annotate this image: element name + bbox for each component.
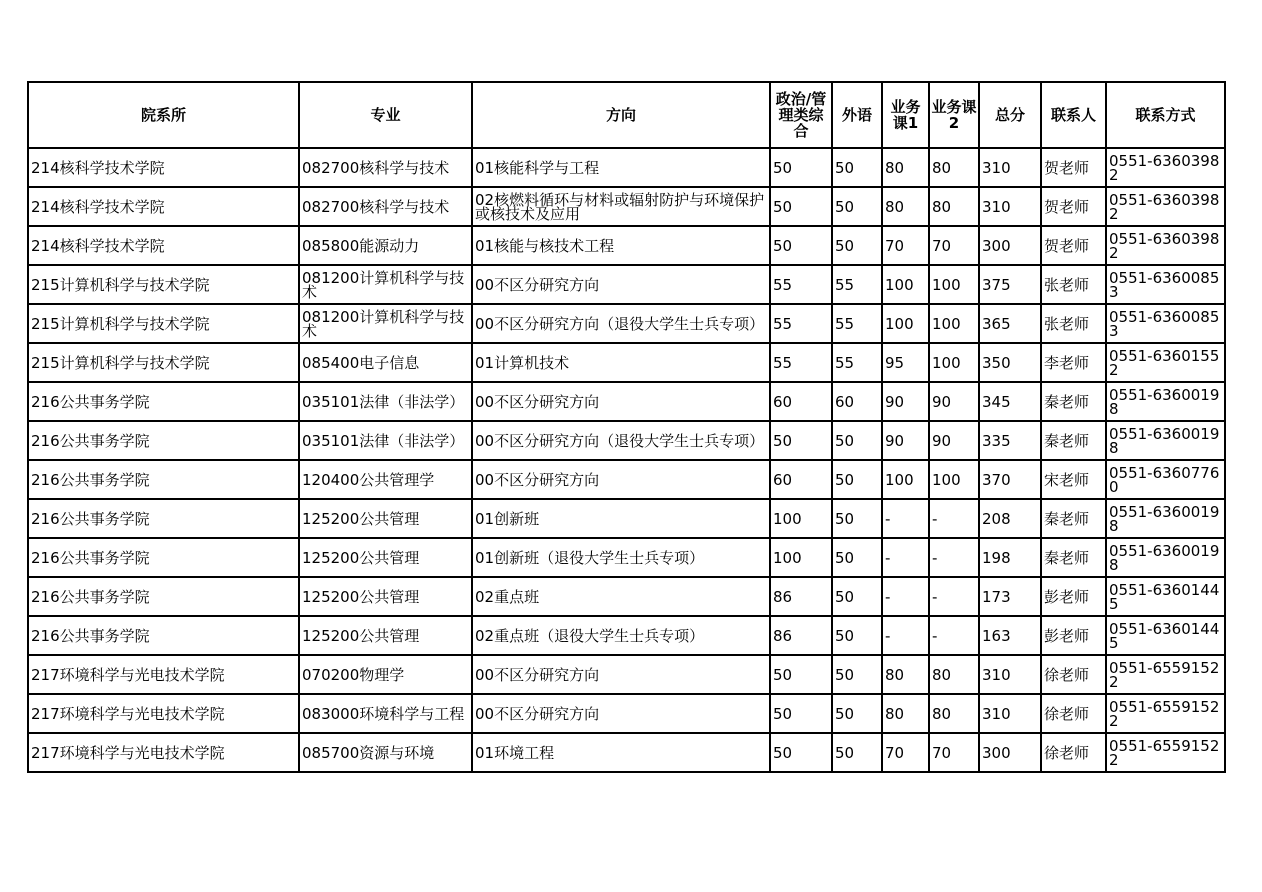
department-cell: 216公共事务学院 [28, 616, 299, 655]
course1-score-cell: 90 [882, 382, 929, 421]
contact-person-cell: 贺老师 [1041, 148, 1106, 187]
contact-phone-cell: 0551-63601445 [1106, 616, 1225, 655]
major-cell: 082700核科学与技术 [299, 187, 472, 226]
language-score-cell: 50 [832, 577, 882, 616]
contact-phone-cell: 0551-63603982 [1106, 226, 1225, 265]
politics-score-cell: 100 [770, 538, 832, 577]
department-cell: 216公共事务学院 [28, 421, 299, 460]
direction-cell: 00不区分研究方向 [472, 265, 770, 304]
language-score-cell: 55 [832, 265, 882, 304]
politics-score-cell: 55 [770, 265, 832, 304]
course2-score-cell: 80 [929, 694, 979, 733]
header-direction: 方向 [472, 82, 770, 148]
contact-phone-cell: 0551-63601445 [1106, 577, 1225, 616]
politics-score-cell: 50 [770, 148, 832, 187]
table-row [28, 265, 1225, 304]
contact-person-cell: 张老师 [1041, 265, 1106, 304]
major-cell: 085700资源与环境 [299, 733, 472, 772]
department-cell: 216公共事务学院 [28, 577, 299, 616]
major-cell: 120400公共管理学 [299, 460, 472, 499]
table-row [28, 460, 1225, 499]
contact-person-cell: 秦老师 [1041, 499, 1106, 538]
contact-person-cell: 贺老师 [1041, 187, 1106, 226]
politics-score-cell: 50 [770, 655, 832, 694]
course1-score-cell: - [882, 538, 929, 577]
course2-score-cell: 90 [929, 382, 979, 421]
department-cell: 214核科学技术学院 [28, 226, 299, 265]
language-score-cell: 50 [832, 733, 882, 772]
total-score-cell: 310 [979, 187, 1041, 226]
politics-score-cell: 50 [770, 733, 832, 772]
language-score-cell: 50 [832, 499, 882, 538]
contact-person-cell: 秦老师 [1041, 382, 1106, 421]
contact-person-cell: 秦老师 [1041, 421, 1106, 460]
table-row [28, 187, 1225, 226]
course1-score-cell: 100 [882, 460, 929, 499]
header-politics: 政治/管理类综合 [770, 82, 832, 148]
course2-score-cell: - [929, 499, 979, 538]
direction-cell: 01环境工程 [472, 733, 770, 772]
language-score-cell: 50 [832, 460, 882, 499]
course2-score-cell: 70 [929, 226, 979, 265]
total-score-cell: 163 [979, 616, 1041, 655]
course2-score-cell: 100 [929, 265, 979, 304]
course1-score-cell: - [882, 616, 929, 655]
score-table [27, 81, 1226, 773]
department-cell: 215计算机科学与技术学院 [28, 343, 299, 382]
course2-score-cell: 70 [929, 733, 979, 772]
contact-person-cell: 徐老师 [1041, 733, 1106, 772]
major-cell: 125200公共管理 [299, 577, 472, 616]
language-score-cell: 50 [832, 694, 882, 733]
major-cell: 125200公共管理 [299, 616, 472, 655]
language-score-cell: 50 [832, 616, 882, 655]
politics-score-cell: 50 [770, 187, 832, 226]
total-score-cell: 310 [979, 148, 1041, 187]
course2-score-cell: 80 [929, 187, 979, 226]
major-cell: 125200公共管理 [299, 499, 472, 538]
contact-person-cell: 彭老师 [1041, 577, 1106, 616]
politics-score-cell: 55 [770, 304, 832, 343]
header-total: 总分 [979, 82, 1041, 148]
course1-score-cell: 90 [882, 421, 929, 460]
header-department: 院系所 [28, 82, 299, 148]
politics-score-cell: 100 [770, 499, 832, 538]
total-score-cell: 370 [979, 460, 1041, 499]
course1-score-cell: 80 [882, 655, 929, 694]
language-score-cell: 50 [832, 655, 882, 694]
direction-cell: 02重点班（退役大学生士兵专项） [472, 616, 770, 655]
department-cell: 215计算机科学与技术学院 [28, 265, 299, 304]
table-row [28, 733, 1225, 772]
department-cell: 216公共事务学院 [28, 460, 299, 499]
language-score-cell: 50 [832, 148, 882, 187]
total-score-cell: 375 [979, 265, 1041, 304]
politics-score-cell: 86 [770, 577, 832, 616]
department-cell: 214核科学技术学院 [28, 187, 299, 226]
table-row [28, 694, 1225, 733]
header-major: 专业 [299, 82, 472, 148]
table-row [28, 577, 1225, 616]
major-cell: 070200物理学 [299, 655, 472, 694]
header-course2: 业务课2 [929, 82, 979, 148]
table-row [28, 421, 1225, 460]
contact-phone-cell: 0551-63603982 [1106, 187, 1225, 226]
direction-cell: 00不区分研究方向 [472, 460, 770, 499]
table-row [28, 538, 1225, 577]
contact-person-cell: 贺老师 [1041, 226, 1106, 265]
direction-cell: 00不区分研究方向 [472, 694, 770, 733]
course2-score-cell: 80 [929, 655, 979, 694]
table-row [28, 148, 1225, 187]
politics-score-cell: 60 [770, 460, 832, 499]
course1-score-cell: - [882, 577, 929, 616]
politics-score-cell: 55 [770, 343, 832, 382]
politics-score-cell: 86 [770, 616, 832, 655]
course2-score-cell: 90 [929, 421, 979, 460]
language-score-cell: 50 [832, 421, 882, 460]
major-cell: 085800能源动力 [299, 226, 472, 265]
major-cell: 081200计算机科学与技术 [299, 265, 472, 304]
contact-phone-cell: 0551-65591522 [1106, 655, 1225, 694]
contact-phone-cell: 0551-63600853 [1106, 265, 1225, 304]
contact-person-cell: 徐老师 [1041, 694, 1106, 733]
major-cell: 082700核科学与技术 [299, 148, 472, 187]
department-cell: 216公共事务学院 [28, 382, 299, 421]
table-row [28, 616, 1225, 655]
course1-score-cell: 70 [882, 226, 929, 265]
course2-score-cell: - [929, 616, 979, 655]
course1-score-cell: 80 [882, 148, 929, 187]
header-phone: 联系方式 [1106, 82, 1225, 148]
direction-cell: 00不区分研究方向 [472, 655, 770, 694]
direction-cell: 01核能与核技术工程 [472, 226, 770, 265]
language-score-cell: 50 [832, 187, 882, 226]
direction-cell: 00不区分研究方向 [472, 382, 770, 421]
major-cell: 125200公共管理 [299, 538, 472, 577]
direction-cell: 02重点班 [472, 577, 770, 616]
direction-cell: 01创新班（退役大学生士兵专项） [472, 538, 770, 577]
politics-score-cell: 50 [770, 226, 832, 265]
major-cell: 085400电子信息 [299, 343, 472, 382]
direction-cell: 00不区分研究方向（退役大学生士兵专项） [472, 421, 770, 460]
major-cell: 035101法律（非法学） [299, 382, 472, 421]
header-row [28, 82, 1225, 148]
language-score-cell: 60 [832, 382, 882, 421]
politics-score-cell: 50 [770, 694, 832, 733]
department-cell: 217环境科学与光电技术学院 [28, 655, 299, 694]
contact-phone-cell: 0551-65591522 [1106, 694, 1225, 733]
course1-score-cell: 100 [882, 265, 929, 304]
contact-person-cell: 李老师 [1041, 343, 1106, 382]
header-contact: 联系人 [1041, 82, 1106, 148]
total-score-cell: 310 [979, 694, 1041, 733]
department-cell: 215计算机科学与技术学院 [28, 304, 299, 343]
total-score-cell: 365 [979, 304, 1041, 343]
total-score-cell: 198 [979, 538, 1041, 577]
contact-phone-cell: 0551-63600853 [1106, 304, 1225, 343]
contact-phone-cell: 0551-63601552 [1106, 343, 1225, 382]
direction-cell: 01核能科学与工程 [472, 148, 770, 187]
course1-score-cell: 80 [882, 694, 929, 733]
language-score-cell: 55 [832, 343, 882, 382]
course1-score-cell: - [882, 499, 929, 538]
header-course1: 业务课1 [882, 82, 929, 148]
politics-score-cell: 60 [770, 382, 832, 421]
major-cell: 081200计算机科学与技术 [299, 304, 472, 343]
table-row [28, 304, 1225, 343]
department-cell: 216公共事务学院 [28, 538, 299, 577]
contact-person-cell: 徐老师 [1041, 655, 1106, 694]
course1-score-cell: 100 [882, 304, 929, 343]
contact-phone-cell: 0551-63603982 [1106, 148, 1225, 187]
table-row [28, 343, 1225, 382]
table-row [28, 382, 1225, 421]
language-score-cell: 50 [832, 226, 882, 265]
course2-score-cell: - [929, 577, 979, 616]
course2-score-cell: 100 [929, 343, 979, 382]
table-row [28, 226, 1225, 265]
total-score-cell: 208 [979, 499, 1041, 538]
total-score-cell: 345 [979, 382, 1041, 421]
table-row [28, 499, 1225, 538]
language-score-cell: 50 [832, 538, 882, 577]
direction-cell: 02核燃料循环与材料或辐射防护与环境保护或核技术及应用 [472, 187, 770, 226]
course1-score-cell: 70 [882, 733, 929, 772]
total-score-cell: 350 [979, 343, 1041, 382]
total-score-cell: 335 [979, 421, 1041, 460]
language-score-cell: 55 [832, 304, 882, 343]
course2-score-cell: 80 [929, 148, 979, 187]
header-language: 外语 [832, 82, 882, 148]
course1-score-cell: 95 [882, 343, 929, 382]
direction-cell: 01计算机技术 [472, 343, 770, 382]
course1-score-cell: 80 [882, 187, 929, 226]
contact-person-cell: 宋老师 [1041, 460, 1106, 499]
contact-phone-cell: 0551-63600198 [1106, 421, 1225, 460]
politics-score-cell: 50 [770, 421, 832, 460]
contact-phone-cell: 0551-63607760 [1106, 460, 1225, 499]
department-cell: 217环境科学与光电技术学院 [28, 694, 299, 733]
major-cell: 035101法律（非法学） [299, 421, 472, 460]
course2-score-cell: 100 [929, 460, 979, 499]
total-score-cell: 173 [979, 577, 1041, 616]
table-row [28, 655, 1225, 694]
contact-person-cell: 张老师 [1041, 304, 1106, 343]
contact-phone-cell: 0551-63600198 [1106, 538, 1225, 577]
department-cell: 214核科学技术学院 [28, 148, 299, 187]
contact-person-cell: 彭老师 [1041, 616, 1106, 655]
total-score-cell: 300 [979, 733, 1041, 772]
course2-score-cell: 100 [929, 304, 979, 343]
contact-person-cell: 秦老师 [1041, 538, 1106, 577]
contact-phone-cell: 0551-63600198 [1106, 499, 1225, 538]
department-cell: 216公共事务学院 [28, 499, 299, 538]
course2-score-cell: - [929, 538, 979, 577]
contact-phone-cell: 0551-63600198 [1106, 382, 1225, 421]
contact-phone-cell: 0551-65591522 [1106, 733, 1225, 772]
total-score-cell: 310 [979, 655, 1041, 694]
department-cell: 217环境科学与光电技术学院 [28, 733, 299, 772]
major-cell: 083000环境科学与工程 [299, 694, 472, 733]
total-score-cell: 300 [979, 226, 1041, 265]
direction-cell: 01创新班 [472, 499, 770, 538]
direction-cell: 00不区分研究方向（退役大学生士兵专项） [472, 304, 770, 343]
